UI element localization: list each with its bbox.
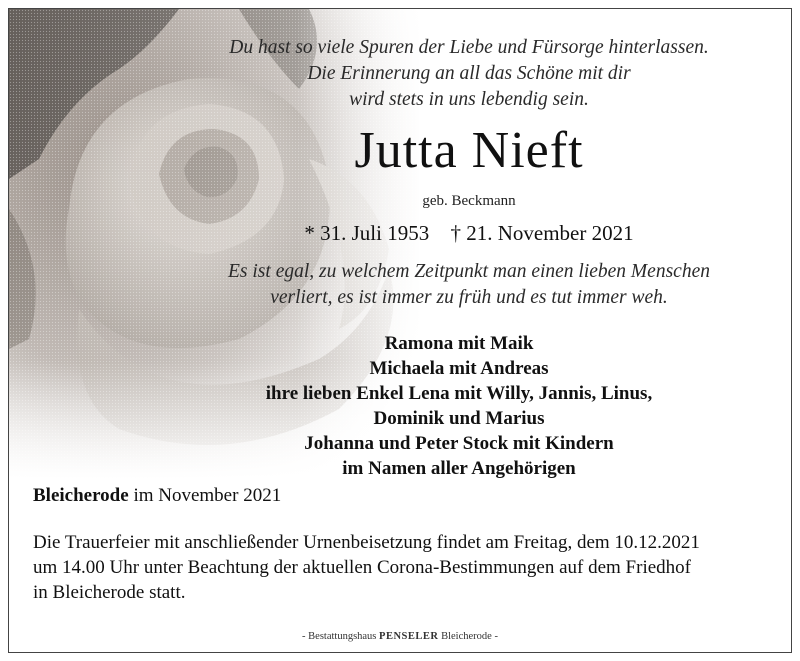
footer-company: PENSELER xyxy=(379,631,439,642)
footer-suffix: Bleicherode - xyxy=(441,631,498,642)
birth-date: * 31. Juli 1953 xyxy=(304,221,430,245)
notice-line: in Bleicherode statt. xyxy=(33,582,186,603)
mourner-line: ihre lieben Enkel Lena mit Willy, Jannis, Linus, xyxy=(265,383,653,404)
deceased-name: Jutta Nieft xyxy=(354,122,584,179)
notice-line: Die Trauerfeier mit anschließender Urnenbeisetzung findet am Freitag, dem 10.12.2021 xyxy=(33,532,700,553)
mourners-list xyxy=(209,331,709,481)
life-dates xyxy=(149,219,789,247)
place-and-date xyxy=(33,483,281,509)
verse-bottom-line: verliert, es ist immer zu früh und es tut immer weh. xyxy=(270,287,668,308)
mourner-line: im Namen aller Angehörigen xyxy=(342,458,576,479)
mourner-line: Dominik und Marius xyxy=(373,408,545,429)
funeral-home-footer xyxy=(9,631,791,642)
footer-prefix: - Bestattungshaus xyxy=(302,631,377,642)
verse-top-line: Du hast so viele Spuren der Liebe und Fürsorge hinterlassen. xyxy=(229,37,709,58)
verse-top xyxy=(149,35,789,113)
mourner-line: Ramona mit Maik xyxy=(384,333,534,354)
obituary-card xyxy=(8,8,792,653)
funeral-notice xyxy=(33,530,783,605)
notice-line: um 14.00 Uhr unter Beachtung der aktuellen Corona-Bestimmungen auf dem Friedhof xyxy=(33,557,691,578)
verse-top-line: Die Erinnerung an all das Schöne mit dir xyxy=(307,63,631,84)
place-town: Bleicherode xyxy=(33,485,129,506)
place-date: im November 2021 xyxy=(133,485,282,506)
verse-top-line: wird stets in uns lebendig sein. xyxy=(349,89,589,110)
mourner-line: Johanna und Peter Stock mit Kindern xyxy=(304,433,614,454)
death-date: † 21. November 2021 xyxy=(450,221,634,245)
mourner-line: Michaela mit Andreas xyxy=(369,358,549,379)
verse-bottom-line: Es ist egal, zu welchem Zeitpunkt man einen lieben Menschen xyxy=(228,261,710,282)
verse-bottom xyxy=(149,259,789,311)
birth-name: geb. Beckmann xyxy=(422,193,516,209)
